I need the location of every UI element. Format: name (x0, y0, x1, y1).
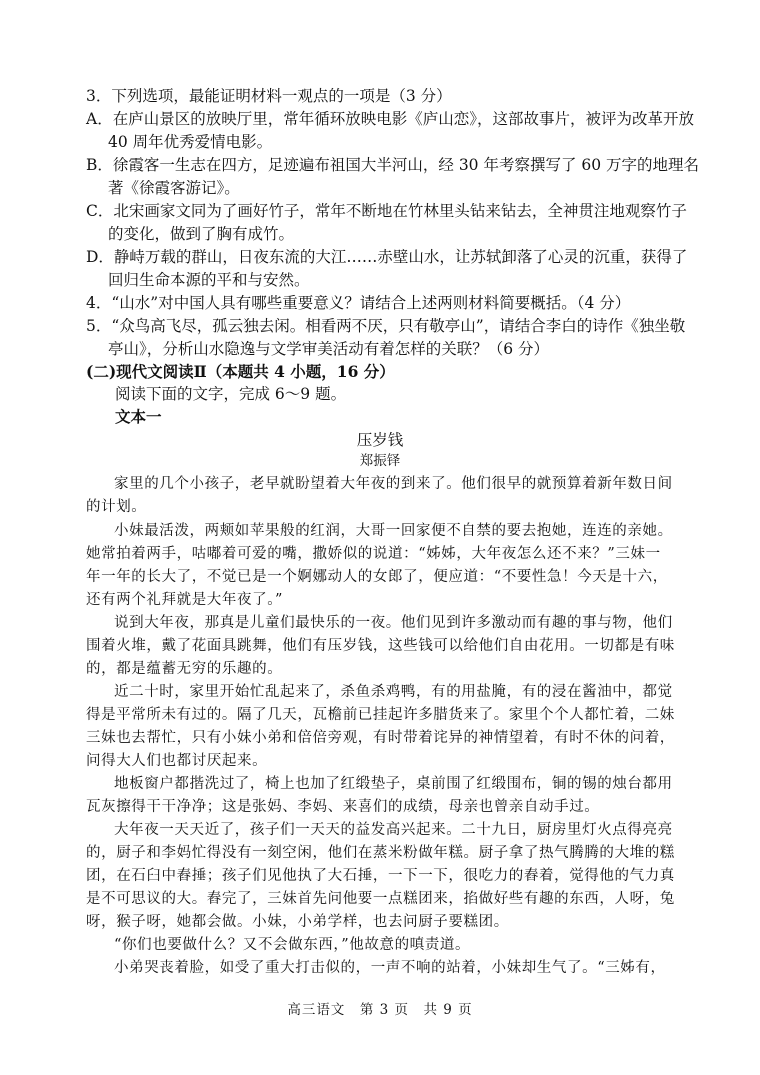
passage-line: 大年夜一天天近了，孩子们一天天的益发高兴起来。二十九日，厨房里灯火点得亮亮 (114, 822, 673, 838)
passage-author: 郑振铎 (359, 453, 401, 469)
passage-line: 团，在石臼中舂捶；孩子们见他执了大石捶，一下一下，很吃力的舂着，觉得他的气力真 (86, 868, 675, 884)
question-3-option-c-cont: 的变化，做到了胸有成竹。 (108, 225, 295, 243)
question-3-option-d-cont: 回归生命本源的平和与安然。 (108, 271, 310, 289)
passage-line: 小弟哭丧着脸，如受了重大打击似的，一声不响的站着，小妹却生气了。“三姊有， (114, 960, 666, 976)
question-3-option-a: A．在庐山景区的放映厅里，常年循环放映电影《庐山恋》，这部故事片，被评为改革开放 (86, 110, 694, 128)
passage-line: 的，厨子和李妈忙得没有一刻空闲，他们在蒸米粉做年糕。厨子拿了热气腾腾的大堆的糕 (86, 845, 675, 861)
passage-line: 家里的几个小孩子，老早就盼望着大年夜的到来了。他们很早的就预算着新年数日间 (114, 476, 673, 492)
passage-line: 近二十时，家里开始忙乱起来了，杀鱼杀鸡鸭，有的用盐腌，有的浸在酱油中，都觉 (114, 684, 673, 700)
passage-line: 年一年的长大了，不觉已是一个婀娜动人的女郎了，便应道：“不要性急！今天是十六， (86, 569, 668, 585)
passage-line: 小妹最活泼，两颊如苹果般的红润，大哥一回家便不自禁的要去抱她，连连的亲她。 (114, 523, 673, 539)
question-4: 4．“山水”对中国人具有哪些重要意义？请结合上述两则材料简要概括。（4 分） (86, 294, 631, 312)
question-3-option-b-cont: 著《徐霞客游记》。 (108, 179, 240, 197)
passage-line: 得是平常所未有过的。隔了几天，瓦檐前已挂起许多腊货来了。家里个个人都忙着，二妹 (86, 707, 675, 723)
passage-line: 三妹也去帮忙，只有小妹小弟和倍倍旁观，有时带着诧异的神情望着，有时不休的问着， (86, 730, 675, 746)
passage-line: 是不可思议的大。舂完了，三妹首先问他要一点糕团来，掐做好些有趣的东西，人呀，兔 (86, 891, 675, 907)
passage-line: 地板窗户都揩洗过了，椅上也加了红缎垫子，桌前围了红缎围布，铜的锡的烛台都用 (114, 776, 673, 792)
passage-line: 围着火堆，戴了花面具跳舞，他们有压岁钱，这些钱可以给他们自由花用。一切都是有味 (86, 638, 675, 654)
passage-line: 的计划。 (86, 499, 147, 515)
question-5: 5．“众鸟高飞尽，孤云独去闲。相看两不厌，只有敬亭山”，请结合李白的诗作《独坐敬 (86, 317, 686, 335)
passage-line: 问得大人们也都讨厌起来。 (86, 753, 268, 769)
passage-line: 还有两个礼拜就是大年夜了。” (86, 592, 284, 608)
question-3-option-c: C．北宋画家文同为了画好竹子，常年不断地在竹林里头钻来钻去，全神贯注地观察竹子 (86, 202, 687, 220)
passage-line: 的，都是蕴蓄无穷的乐趣的。 (86, 661, 283, 677)
passage-title: 压岁钱 (356, 431, 404, 449)
question-3-stem: 3．下列选项，最能证明材料一观点的一项是（3 分） (86, 87, 452, 105)
passage-line: 说到大年夜，那真是儿童们最快乐的一夜。他们见到许多激动而有趣的事与物，他们 (114, 615, 673, 631)
question-3-option-a-cont: 40 周年优秀爱情电影。 (108, 133, 273, 151)
passage-line: 她常拍着两手，咕嘟着可爱的嘴，撒娇似的说道：“姊姊，大年夜怎么还不来？”三妹一 (86, 546, 661, 562)
page-footer: 高三语文 第 3 页 共 9 页 (287, 1002, 473, 1018)
section-2-heading: (二)现代文阅读Ⅱ（本题共 4 小题，16 分） (86, 362, 395, 381)
passage-line: “你们也要做什么？又不会做东西，”他故意的嗔责道。 (114, 937, 471, 953)
section-2-instruction: 阅读下面的文字，完成 6～9 题。 (115, 385, 347, 403)
question-3-option-b: B．徐霞客一生志在四方，足迹遍布祖国大半河山，经 30 年考察撰写了 60 万字的地理名 (86, 156, 700, 174)
passage-line: 瓦灰擦得干干净净；这是张妈、李妈、来喜们的成绩，母亲也曾亲自动手过。 (86, 799, 600, 815)
passage-line: 呀，猴子呀，她都会做。小妹，小弟学样，也去问厨子要糕团。 (86, 914, 509, 930)
text-one-label: 文本一 (115, 407, 162, 426)
question-5-cont: 亭山》，分析山水隐逸与文学审美活动有着怎样的关联？（6 分） (108, 340, 550, 358)
question-3-option-d: D．静峙万载的群山，日夜东流的大江……赤壁山水，让苏轼卸落了心灵的沉重，获得了 (86, 248, 688, 266)
